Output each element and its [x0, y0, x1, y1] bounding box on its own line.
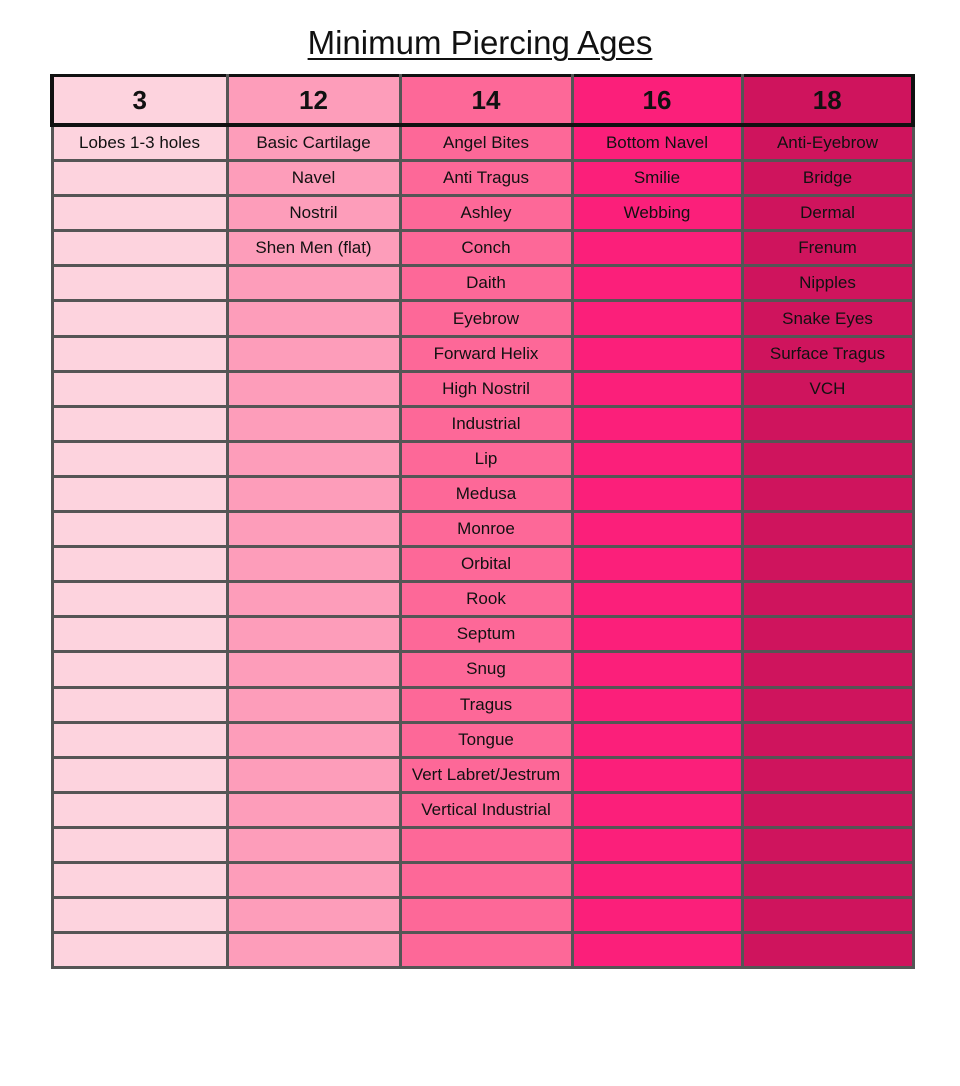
cell-age-14: Vert Labret/Jestrum — [400, 757, 572, 792]
cell-age-16 — [572, 336, 742, 371]
table-row — [52, 336, 913, 371]
table-row — [52, 196, 913, 231]
table-row — [52, 406, 913, 441]
header-row — [52, 76, 913, 126]
cell-age-18: Snake Eyes — [742, 301, 913, 336]
table-row — [52, 476, 913, 511]
page-title: Minimum Piercing Ages — [307, 24, 653, 61]
cell-age-14: Ashley — [400, 196, 572, 231]
cell-age-3: Lobes 1-3 holes — [52, 125, 227, 161]
cell-age-18 — [742, 757, 913, 792]
table-row — [52, 898, 913, 933]
cell-age-14: Anti Tragus — [400, 161, 572, 196]
table-row — [52, 301, 913, 336]
piercing-age-table — [50, 74, 915, 969]
cell-age-14: Forward Helix — [400, 336, 572, 371]
cell-age-14: Conch — [400, 231, 572, 266]
cell-age-3 — [52, 336, 227, 371]
cell-age-3 — [52, 441, 227, 476]
cell-age-16: Smilie — [572, 161, 742, 196]
cell-age-16 — [572, 687, 742, 722]
cell-age-14: Snug — [400, 652, 572, 687]
table-row — [52, 266, 913, 301]
cell-age-3 — [52, 827, 227, 862]
cell-age-12: Shen Men (flat) — [227, 231, 400, 266]
cell-age-12 — [227, 652, 400, 687]
cell-age-16 — [572, 476, 742, 511]
cell-age-12 — [227, 757, 400, 792]
table-row — [52, 441, 913, 476]
table-row — [52, 827, 913, 862]
cell-age-12 — [227, 371, 400, 406]
cell-age-14: Daith — [400, 266, 572, 301]
cell-age-12 — [227, 862, 400, 897]
cell-age-14: Tongue — [400, 722, 572, 757]
cell-age-16 — [572, 757, 742, 792]
cell-age-16 — [572, 827, 742, 862]
cell-age-12 — [227, 792, 400, 827]
cell-age-12 — [227, 933, 400, 968]
cell-age-12: Basic Cartilage — [227, 125, 400, 161]
cell-age-16 — [572, 266, 742, 301]
cell-age-14: Lip — [400, 441, 572, 476]
cell-age-14: Vertical Industrial — [400, 792, 572, 827]
cell-age-3 — [52, 196, 227, 231]
cell-age-16 — [572, 371, 742, 406]
cell-age-16 — [572, 722, 742, 757]
cell-age-14: Angel Bites — [400, 125, 572, 161]
cell-age-3 — [52, 301, 227, 336]
cell-age-18 — [742, 512, 913, 547]
table-row — [52, 512, 913, 547]
cell-age-12 — [227, 582, 400, 617]
cell-age-18 — [742, 792, 913, 827]
cell-age-18: Anti-Eyebrow — [742, 125, 913, 161]
cell-age-12 — [227, 336, 400, 371]
table-row — [52, 161, 913, 196]
cell-age-12 — [227, 617, 400, 652]
cell-age-16 — [572, 231, 742, 266]
cell-age-16 — [572, 792, 742, 827]
table-row — [52, 371, 913, 406]
cell-age-16: Bottom Navel — [572, 125, 742, 161]
cell-age-12: Nostril — [227, 196, 400, 231]
cell-age-18 — [742, 898, 913, 933]
cell-age-16 — [572, 512, 742, 547]
table-row — [52, 125, 913, 161]
cell-age-3 — [52, 687, 227, 722]
cell-age-18 — [742, 652, 913, 687]
cell-age-12: Navel — [227, 161, 400, 196]
cell-age-18 — [742, 933, 913, 968]
cell-age-16 — [572, 898, 742, 933]
cell-age-14 — [400, 862, 572, 897]
cell-age-16 — [572, 406, 742, 441]
cell-age-12 — [227, 476, 400, 511]
cell-age-16 — [572, 582, 742, 617]
cell-age-18 — [742, 476, 913, 511]
cell-age-3 — [52, 266, 227, 301]
cell-age-12 — [227, 301, 400, 336]
cell-age-18 — [742, 547, 913, 582]
table-row — [52, 547, 913, 582]
cell-age-16: Webbing — [572, 196, 742, 231]
cell-age-12 — [227, 547, 400, 582]
cell-age-18: Dermal — [742, 196, 913, 231]
cell-age-14: Orbital — [400, 547, 572, 582]
cell-age-18 — [742, 582, 913, 617]
table-row — [52, 757, 913, 792]
cell-age-16 — [572, 547, 742, 582]
cell-age-3 — [52, 722, 227, 757]
cell-age-18 — [742, 722, 913, 757]
cell-age-12 — [227, 441, 400, 476]
cell-age-16 — [572, 862, 742, 897]
cell-age-18: VCH — [742, 371, 913, 406]
cell-age-18 — [742, 406, 913, 441]
table-row — [52, 862, 913, 897]
cell-age-16 — [572, 652, 742, 687]
age-header-12: 12 — [227, 76, 400, 126]
cell-age-14: Eyebrow — [400, 301, 572, 336]
cell-age-18: Nipples — [742, 266, 913, 301]
cell-age-3 — [52, 161, 227, 196]
table-row — [52, 687, 913, 722]
table-row — [52, 933, 913, 968]
cell-age-14: Rook — [400, 582, 572, 617]
cell-age-14: Tragus — [400, 687, 572, 722]
cell-age-18 — [742, 862, 913, 897]
age-header-14: 14 — [400, 76, 572, 126]
cell-age-18: Bridge — [742, 161, 913, 196]
cell-age-18: Frenum — [742, 231, 913, 266]
cell-age-14: Monroe — [400, 512, 572, 547]
cell-age-18 — [742, 441, 913, 476]
cell-age-12 — [227, 827, 400, 862]
table-row — [52, 722, 913, 757]
cell-age-14 — [400, 898, 572, 933]
cell-age-18 — [742, 617, 913, 652]
age-header-16: 16 — [572, 76, 742, 126]
cell-age-3 — [52, 933, 227, 968]
cell-age-3 — [52, 792, 227, 827]
cell-age-3 — [52, 231, 227, 266]
cell-age-14: Industrial — [400, 406, 572, 441]
cell-age-12 — [227, 687, 400, 722]
cell-age-16 — [572, 441, 742, 476]
cell-age-3 — [52, 406, 227, 441]
table-row — [52, 582, 913, 617]
cell-age-3 — [52, 862, 227, 897]
table-row — [52, 652, 913, 687]
cell-age-16 — [572, 617, 742, 652]
cell-age-3 — [52, 617, 227, 652]
table-row — [52, 792, 913, 827]
cell-age-3 — [52, 476, 227, 511]
cell-age-16 — [572, 933, 742, 968]
table-body — [52, 125, 913, 968]
cell-age-18: Surface Tragus — [742, 336, 913, 371]
cell-age-12 — [227, 266, 400, 301]
cell-age-3 — [52, 898, 227, 933]
table-row — [52, 231, 913, 266]
cell-age-14: Medusa — [400, 476, 572, 511]
cell-age-3 — [52, 757, 227, 792]
cell-age-14 — [400, 827, 572, 862]
cell-age-3 — [52, 652, 227, 687]
cell-age-14: High Nostril — [400, 371, 572, 406]
cell-age-12 — [227, 722, 400, 757]
cell-age-12 — [227, 898, 400, 933]
cell-age-14: Septum — [400, 617, 572, 652]
cell-age-3 — [52, 547, 227, 582]
cell-age-14 — [400, 933, 572, 968]
cell-age-3 — [52, 512, 227, 547]
age-header-18: 18 — [742, 76, 913, 126]
table-row — [52, 617, 913, 652]
cell-age-12 — [227, 406, 400, 441]
cell-age-18 — [742, 827, 913, 862]
cell-age-3 — [52, 371, 227, 406]
age-header-3: 3 — [52, 76, 227, 126]
cell-age-12 — [227, 512, 400, 547]
cell-age-18 — [742, 687, 913, 722]
cell-age-16 — [572, 301, 742, 336]
cell-age-3 — [52, 582, 227, 617]
